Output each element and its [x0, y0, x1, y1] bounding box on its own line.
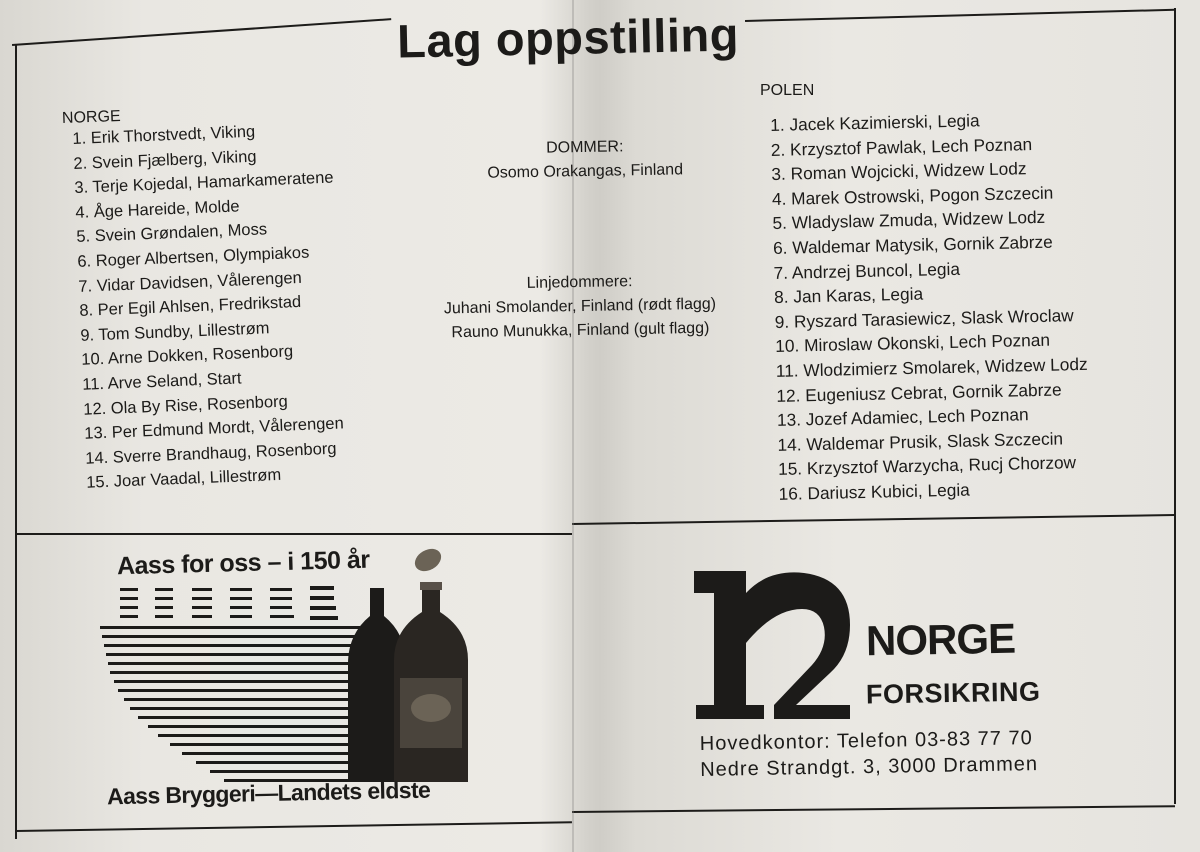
- linesman-1: Juhani Smolander, Finland (rødt flagg): [443, 295, 717, 318]
- list-item: 5. Svein Grøndalen, Moss: [76, 220, 268, 247]
- border-bottom-left: [16, 821, 572, 832]
- list-item: 7. Vidar Davidsen, Vålerengen: [78, 268, 303, 296]
- list-item: 11. Arve Seland, Start: [81, 369, 242, 394]
- list-item: 2. Svein Fjælberg, Viking: [73, 147, 257, 173]
- contact-phone: Hovedkontor: Telefon 03-83 77 70: [699, 727, 1033, 755]
- referee-block: [440, 133, 731, 186]
- list-item: 11. Wlodzimierz Smolarek, Widzew Lodz: [775, 353, 1088, 381]
- list-item: 9. Tom Sundby, Lillestrøm: [80, 318, 270, 345]
- border-top-right: [745, 9, 1175, 22]
- list-item: 16. Dariusz Kubici, Legia: [778, 479, 970, 504]
- norge-contact: [700, 725, 1039, 783]
- list-item: 4. Marek Ostrowski, Pogon Szczecin: [771, 182, 1054, 209]
- border-right: [1174, 8, 1176, 804]
- list-item: 8. Per Egil Ahlsen, Fredrikstad: [79, 293, 302, 321]
- norway-roster: [72, 117, 346, 496]
- linesman-2: Rauno Munukka, Finland (gult flagg): [451, 319, 710, 342]
- poland-roster: [770, 106, 1091, 506]
- list-item: 10. Arne Dokken, Rosenborg: [81, 342, 294, 370]
- border-middle-right: [572, 514, 1175, 525]
- list-item: 15. Joar Vaadal, Lillestrøm: [85, 466, 282, 493]
- aass-headline: Aass for oss – i 150 år: [116, 545, 370, 581]
- list-item: 15. Krzysztof Warzycha, Rucj Chorzow: [777, 452, 1077, 480]
- list-item: 3. Terje Kojedal, Hamarkameratene: [74, 168, 334, 198]
- list-item: 9. Ryszard Tarasiewicz, Slask Wroclaw: [774, 304, 1074, 332]
- list-item: 8. Jan Karas, Legia: [773, 283, 924, 308]
- referee-name: Osomo Orakangas, Finland: [487, 161, 684, 182]
- list-item: 4. Åge Hareide, Molde: [75, 197, 240, 222]
- linesmen-label: Linjedommere:: [526, 273, 633, 292]
- list-item: 1. Erik Thorstvedt, Viking: [72, 122, 256, 148]
- norge-brand: NORGE: [865, 614, 1016, 665]
- poland-label: POLEN: [760, 82, 815, 99]
- list-item: 7. Andrzej Buncol, Legia: [773, 258, 961, 283]
- list-item: 1. Jacek Kazimierski, Legia: [770, 110, 980, 135]
- list-item: 10. Miroslaw Okonski, Lech Poznan: [775, 330, 1051, 357]
- norge-forsikring-logo: [690, 565, 860, 723]
- list-item: 12. Eugeniusz Cebrat, Gornik Zabrze: [776, 378, 1062, 406]
- list-item: 6. Waldemar Matysik, Gornik Zabrze: [772, 231, 1053, 258]
- linesmen-block: [419, 268, 740, 346]
- contact-address: Nedre Strandgt. 3, 3000 Drammen: [700, 753, 1039, 781]
- list-item: 14. Sverre Brandhaug, Rosenborg: [84, 439, 337, 468]
- page-title: Lag oppstilling: [396, 7, 740, 68]
- page-fold: [572, 0, 574, 852]
- border-top-left: [12, 18, 391, 46]
- forsikring-sub: FORSIKRING: [865, 676, 1041, 710]
- list-item: 13. Jozef Adamiec, Lech Poznan: [776, 404, 1029, 431]
- list-item: 3. Roman Wojcicki, Widzew Lodz: [771, 158, 1027, 185]
- list-item: 13. Per Edmund Mordt, Vålerengen: [83, 414, 345, 443]
- border-middle-left: [16, 533, 572, 535]
- list-item: 6. Roger Albertsen, Olympiakos: [77, 243, 310, 271]
- border-left: [15, 44, 17, 839]
- norway-label: NORGE: [61, 107, 121, 128]
- list-item: 14. Waldemar Prusik, Slask Szczecin: [777, 428, 1064, 455]
- list-item: 12. Ola By Rise, Rosenborg: [82, 392, 289, 419]
- border-bottom-right: [572, 805, 1175, 813]
- list-item: 5. Wladyslaw Zmuda, Widzew Lodz: [772, 207, 1046, 234]
- referee-label: DOMMER:: [545, 138, 624, 157]
- aass-footer: Aass Bryggeri—Landets eldste: [106, 776, 431, 810]
- list-item: 2. Krzysztof Pawlak, Lech Poznan: [770, 133, 1033, 160]
- beer-bottles-illustration: [100, 545, 480, 788]
